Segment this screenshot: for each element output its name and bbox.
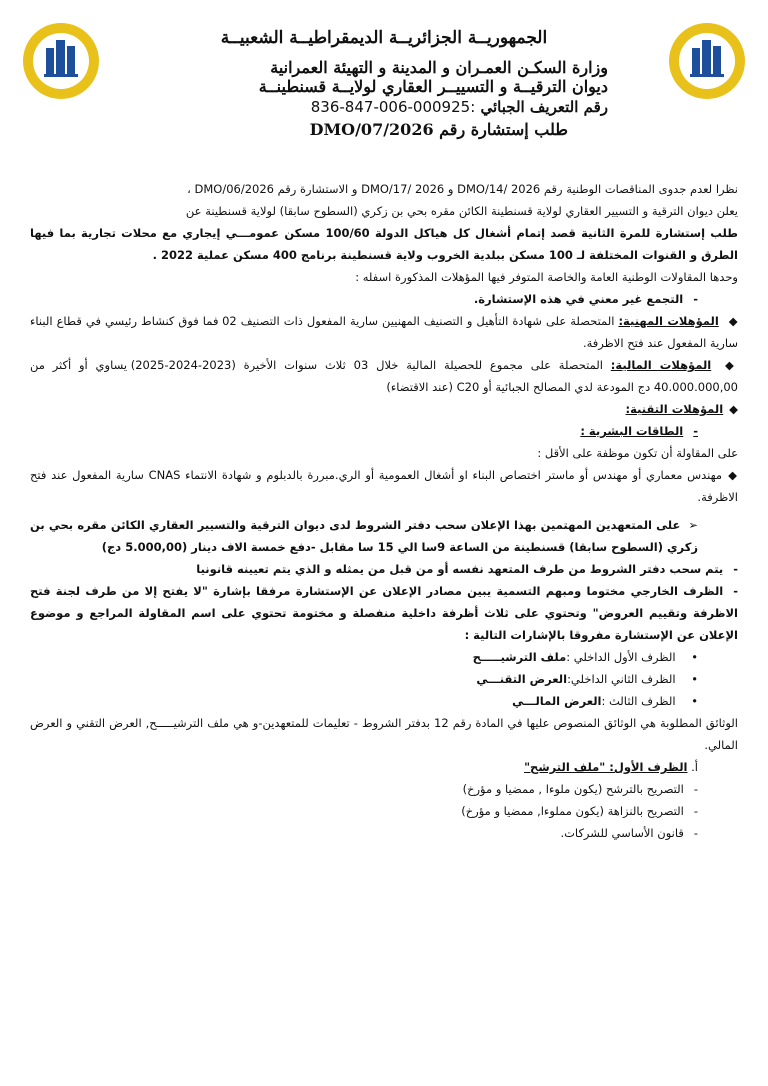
tax-id-line xyxy=(120,98,648,116)
opgi-logo-icon xyxy=(22,22,100,100)
intro-paragraph-2: يعلن ديوان الترقية و التسيير العقاري لولاية قسنطينة الكائن مقره بحي بن زكري (السطوح سابقا) لولاية قسنطينة عن xyxy=(185,204,738,218)
republic-title: الجمهوريــة الجزائريــة الديمقراطيــة الشعبيــة xyxy=(220,28,548,48)
intro-paragraph-3: طلب إستشارة للمرة الثانية قصد إتمام أشغال كل هياكل الدولة 100/60 مسكن عمومـــي إيجاري مع محلات تجارية بما فيها الطرق و القنوات المختلفة لـ 100 مسكن ببلدية الخروب ولاية قسنطينة برنامج 400 مسكن عملية 2022 . xyxy=(30,226,739,262)
first-envelope-title: الظرف الأول: "ملف الترشح" xyxy=(524,760,688,774)
prof-label: المؤهلات المهنية: xyxy=(618,314,719,328)
technical-qualifications: ◆ المؤهلات التقنية: xyxy=(30,398,738,420)
ministry-name: وزارة السكـن العمـران و المدينة و التهيئة العمرانية xyxy=(270,58,608,77)
outer-envelope-rule: - الظرف الخارجي مختوما ومبهم التسمية يبين مصادر الإعلان عن الإستشارة مرفقا بإشارة "لا يفتح إلا من طرف لجنة فتح الاظرفة وتقييم العروض" وتحتوي على ثلاث أظرفة داخلية منفصلة و مختومة تحتوي على اسم المقاولة المراجع و موضوع الإعلان عن الإستشارة مفروقا بالإشارات التالية : xyxy=(30,580,738,646)
human-resources-intro: على المقاولة أن تكون موظفة على الأقل : xyxy=(537,446,738,460)
document-body xyxy=(30,178,738,844)
document-header xyxy=(120,28,648,139)
tax-id-label: رقم التعريف الجبائي xyxy=(480,98,608,116)
professional-qualifications xyxy=(30,310,738,354)
grouping-note: - التجمع غير معني في هذه الإستشارة. xyxy=(30,288,738,310)
office-name: ديوان الترقيــة و التسييــر العقاري لولايــة قسنطينــة xyxy=(258,77,608,96)
human-resources-label: - الطاقات البشرية : xyxy=(30,420,738,442)
withdraw-notice: ➢ على المتعهدين المهتمين بهذا الإعلان سحب دفتر الشروط لدى ديوان الترقية والتسيير العقاري الكائن مقره بحي بن زكري (السطوح سابقا) قسنطينة من الساعة 9سا الي 15 سا مقابل -دفع خمسة الاف دينار (5.000,00 دج) xyxy=(30,514,738,558)
consultation-title: طلب إستشارة رقم 2026/DMO/07 xyxy=(309,120,568,139)
envelope-2: • الظرف الثاني الداخلي:العرض التقنـــي xyxy=(30,668,738,690)
first-envelope-marker: أ. xyxy=(691,760,698,774)
human-resources-item: ◆ مهندس معماري أو مهندس أو ماستر اختصاص البناء او أشغال العمومية أو الري.مبررة بالدبلوم و شهادة الانتماء CNAS سارية المفعول عند فتح الاظرفة. xyxy=(30,464,738,508)
required-documents: الوثائق المطلوبة هي الوثائق المنصوص عليها في المادة رقم 12 بدفتر الشروط - تعليمات للمتعهدين-و هي ملف الترشيـــــح, العرض التقني و العرض المالي. xyxy=(30,716,738,752)
prof-text: المتحصلة على شهادة التأهيل و التصنيف المهنيين سارية المفعول ذات التصنيف 02 فما فوق كنشاط رئيسي في قطاع البناء سارية المفعول عند فتح الاظرفة. xyxy=(30,314,738,350)
doc-list-item: - التصريح بالترشح (يكون ملوءا , ممضيا و مؤرخ) xyxy=(30,778,738,800)
envelope-3: • الظرف الثالث :العرض المالـــي xyxy=(30,690,738,712)
intro-paragraph-1: نظرا لعدم جدوى المناقصات الوطنية رقم DMO/14/ 2026 و DMO/17/ 2026 و الاستشارة رقم 2026/DMO/06 ، xyxy=(187,182,738,196)
fin-text: المتحصلة على مجموع للحصيلة المالية خلال 03 ثلاث سنوات الأخيرة (2023-2024-2025) يساوي أو أكثر من 40.000.000,00 دج المودعة لدي المصالح الجبائية أو C20 (عند الاقتضاء) xyxy=(30,358,738,394)
withdraw-by-bidder: - يتم سحب دفتر الشروط من طرف المتعهد نفسه أو من قبل من يمثله و الذي يتم تعيينه قانونيا xyxy=(30,558,738,580)
doc-list-item: - التصريح بالنزاهة (يكون مملوءا, ممضيا و مؤرخ) xyxy=(30,800,738,822)
first-envelope-heading xyxy=(30,756,738,778)
doc-list-item: - قانون الأساسي للشركات. xyxy=(30,822,738,844)
financial-qualifications xyxy=(30,354,738,398)
opgi-logo-icon xyxy=(668,22,746,100)
addressed-to: وحدها المقاولات الوطنية العامة والخاصة المتوفر فيها المؤهلات المذكورة اسفله : xyxy=(355,270,738,284)
envelope-1: • الظرف الأول الداخلي :ملف الترشيـــــح xyxy=(30,646,738,668)
tax-id-value: :000925-006-847-836 xyxy=(310,98,476,116)
fin-label: المؤهلات المالية: xyxy=(610,358,712,372)
